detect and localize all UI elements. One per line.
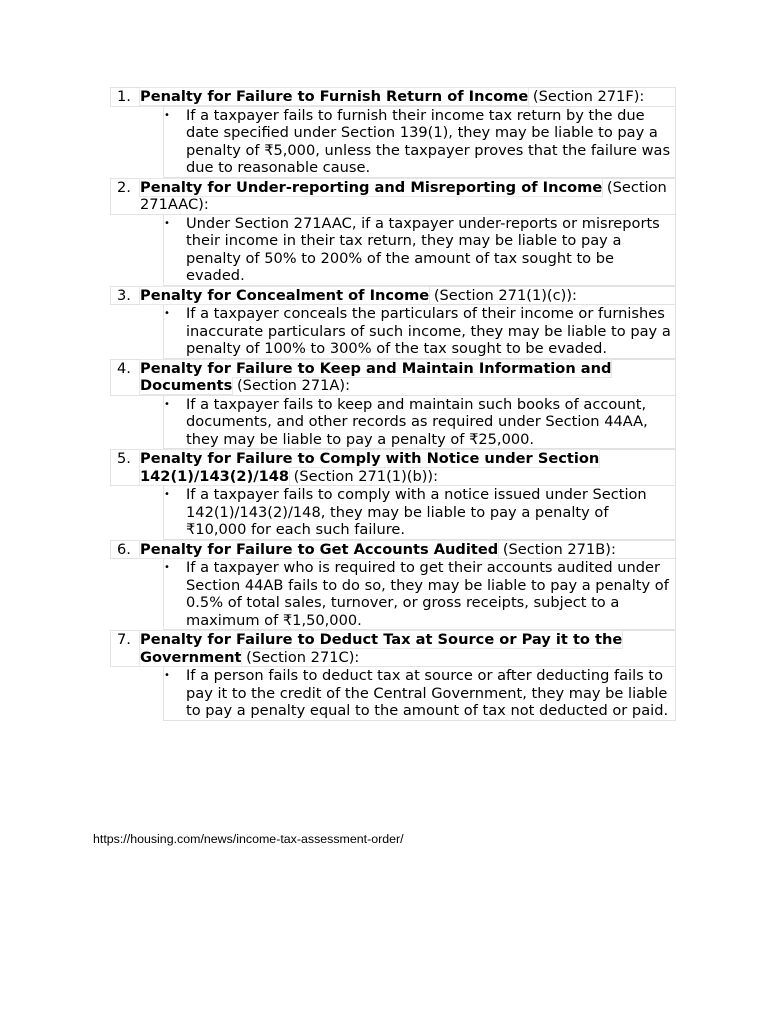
item-number: 7. <box>117 631 131 648</box>
item-detail <box>163 486 676 540</box>
item-heading <box>110 540 676 560</box>
item-title: Penalty for Concealment of Income <box>140 286 430 304</box>
item-number: 4. <box>117 359 131 377</box>
item-heading <box>110 178 676 215</box>
list-item <box>110 630 676 721</box>
item-section: (Section 271F): <box>528 88 645 105</box>
item-detail <box>163 667 676 721</box>
item-heading <box>110 449 676 486</box>
item-title: Penalty for Failure to Comply with Notice under Section 142(1)/143(2)/148 <box>140 450 600 485</box>
bullet-icon: • <box>164 398 170 410</box>
item-detail <box>163 107 676 178</box>
item-detail-text: If a taxpayer conceals the particulars of their income or furnishes inaccurate particulars of such income, they may be liable to pay a penalty of 100% to 300% of the tax sought to be evaded. <box>186 305 671 357</box>
item-title: Penalty for Failure to Get Accounts Audited <box>140 540 499 558</box>
item-title: Penalty for Failure to Keep and Maintain Information and Documents <box>140 359 612 394</box>
bullet-icon: • <box>164 217 170 229</box>
item-detail-text: If a taxpayer fails to comply with a notice issued under Section 142(1)/143(2)/148, they may be liable to pay a penalty of ₹10,000 for each such failure. <box>186 486 647 538</box>
item-section: (Section 271AAC): <box>140 178 667 213</box>
item-number: 6. <box>117 540 131 558</box>
source-url: https://housing.com/news/income-tax-assessment-order/ <box>93 832 404 846</box>
list-item <box>110 449 676 540</box>
item-heading <box>110 359 676 396</box>
item-heading <box>110 286 676 306</box>
item-detail <box>163 396 676 450</box>
list-item <box>110 87 676 178</box>
item-number: 2. <box>117 178 131 196</box>
list-item <box>110 359 676 450</box>
bullet-icon: • <box>164 489 170 500</box>
bullet-icon: • <box>164 308 170 319</box>
item-detail-text: If a taxpayer who is required to get their accounts audited under Section 44AB fails to do so, they may be liable to pay a penalty of 0.5% of total sales, turnover, or gross receipts, subject to a maximum of ₹1,50,000. <box>186 559 669 629</box>
item-number: 1. <box>117 88 131 105</box>
item-title: Penalty for Failure to Furnish Return of Income <box>140 88 529 105</box>
item-heading <box>110 630 676 667</box>
item-section: (Section 271A): <box>232 377 350 394</box>
penalty-list <box>110 87 676 721</box>
item-detail <box>163 559 676 630</box>
bullet-icon: • <box>164 109 170 121</box>
bullet-icon: • <box>164 670 170 681</box>
list-item <box>110 286 676 359</box>
item-section: (Section 271B): <box>498 540 616 558</box>
bullet-icon: • <box>164 562 170 573</box>
list-item <box>110 540 676 631</box>
item-detail <box>163 305 676 359</box>
item-section: (Section 271(1)(b)): <box>289 467 439 485</box>
list-item <box>110 178 676 286</box>
item-number: 5. <box>117 450 131 467</box>
item-number: 3. <box>117 286 131 304</box>
item-detail <box>163 215 676 286</box>
item-section: (Section 271C): <box>241 648 360 666</box>
item-detail-text: If a taxpayer fails to furnish their income tax return by the due date specified under Section 139(1), they may be liable to pay a penalty of ₹5,000, unless the taxpayer proves that the failure was due to reasonable cause. <box>186 106 671 176</box>
item-title: Penalty for Failure to Deduct Tax at Source or Pay it to the Government <box>140 631 623 666</box>
item-heading <box>110 87 676 107</box>
item-detail-text: If a person fails to deduct tax at source or after deducting fails to pay it to the credit of the Central Government, they may be liable to pay a penalty equal to the amount of tax not deducted or paid. <box>186 667 669 719</box>
item-title: Penalty for Under-reporting and Misreporting of Income <box>140 178 603 196</box>
item-detail-text: If a taxpayer fails to keep and maintain such books of account, documents, and other records as required under Section 44AA, they may be liable to pay a penalty of ₹25,000. <box>186 395 648 448</box>
item-detail-text: Under Section 271AAC, if a taxpayer under-reports or misreports their income in their tax return, they may be liable to pay a penalty of 50% to 200% of the amount of tax sought to be evaded. <box>186 214 660 284</box>
item-section: (Section 271(1)(c)): <box>429 286 577 304</box>
